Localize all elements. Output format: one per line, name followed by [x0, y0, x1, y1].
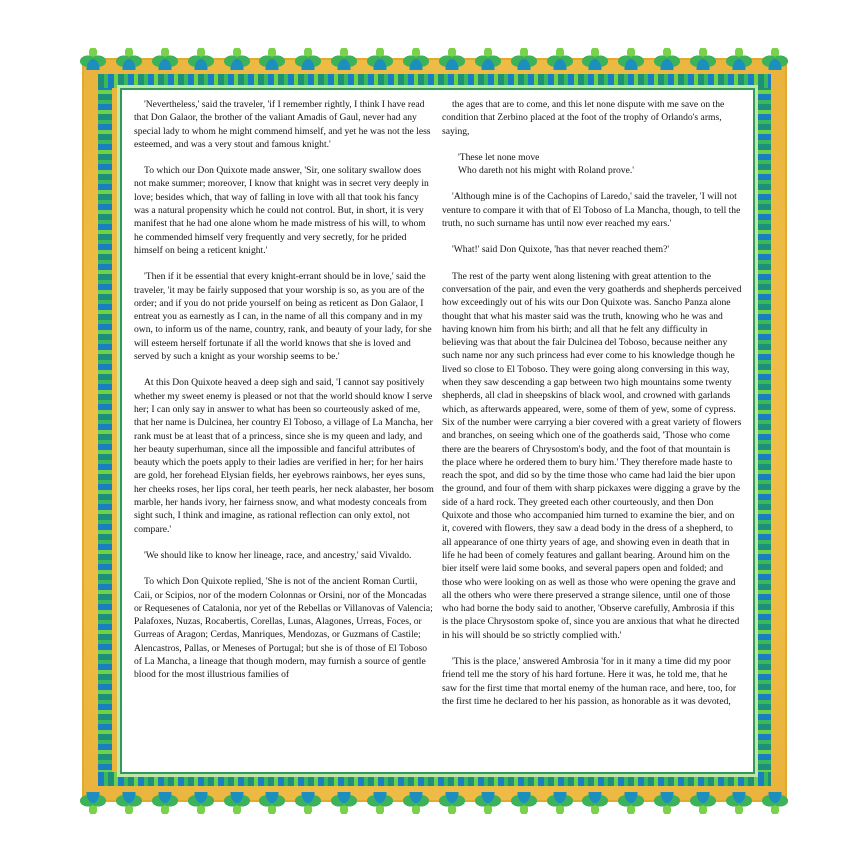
crest-ornament-icon: [762, 48, 788, 70]
crest-ornament-icon: [726, 48, 752, 70]
crest-ornament-icon: [762, 792, 788, 814]
paragraph: 'We should like to know her lineage, race, and ancestry,' said Vivaldo.: [144, 549, 412, 561]
paragraph: At this Don Quixote heaved a deep sigh and said, 'I cannot say positively whether my sweet enemy is pleased or not that the world should know I serve her; I can only say in answer to what has been so courteously asked of me, that her name is Dulcinea, her country El Toboso, a village of La Mancha, her rank must be at least that of a princess, since she is my queen and lady, and her beauty superhuman, since all the impossible and fanciful attributes of beauty which the poets apply to their ladies are verified in her; for her hairs are gold, her forehead Elysian fields, her eyebrows rainbows, her eyes suns, her cheeks roses, her lips coral, her teeth pearls, her neck alabaster, her bosom marble, her hands ivory, her fairness snow, and what modesty conceals from sight such, I think and imagine, as rational reflection can only extol, not compare.': [134, 377, 434, 535]
crest-ornament-icon: [439, 48, 465, 70]
crest-ornament-icon: [690, 792, 716, 814]
crest-ornament-icon: [331, 48, 357, 70]
paragraph: To which our Don Quixote made answer, 'Sir, one solitary swallow does not make summer; moreover, I know that knight was in secret very deeply in love; besides which, that way of falling in love with all that took his fancy was a natural propensity which he could not control. But, in short, it is very manifest that he had one alone whom he made mistress of his will, to whom he commended himself very frequently and very secretly, for he prided himself on being a reticent knight.': [134, 165, 429, 256]
crest-ornament-icon: [618, 792, 644, 814]
crest-ornament-icon: [403, 48, 429, 70]
paragraph: To which Don Quixote replied, 'She is not of the ancient Roman Curtii, Caii, or Scipios, nor of the modern Colonnas or Orsini, nor of the Moncadas or Requesenes of Catalonia, nor yet of the Rebellas or Villanovas of Valencia; Palafoxes, Nuzas, Rocabertis, Corellas, Lunas, Alagones, Urreas, Foces, or Gurreas of Aragon; Cerdas, Manriques, Mendozas, or Guzmans of Castile; Alencastros, Pallas, or Meneses of Portugal; but she is of those of El Toboso of La Mancha, a lineage that though modern, may furnish a source of gentle blood for the most illustrious families of: [134, 576, 433, 681]
crest-ornament-icon: [116, 792, 142, 814]
crest-ornament-icon: [188, 48, 214, 70]
crest-ornament-icon: [726, 792, 752, 814]
crest-ornament-icon: [367, 792, 393, 814]
crest-ornament-icon: [331, 792, 357, 814]
crest-ornament-icon: [259, 48, 285, 70]
paragraph: The rest of the party went along listening with great attention to the conversation of the pair, and even the very goatherds and shepherds perceived how exceedingly out of his wits our Don Quixote was. Sancho Panza alone thought that what his master said was the truth, knowing who he was and having known him from his birth; and all that he felt any difficulty in believing was that about the fair Dulcinea del Toboso, because neither any such name nor any such princess had ever come to his knowledge though he lived so close to El Toboso. They were going along conversing in this way, when they saw descending a gap between two high mountains some twenty shepherds, all clad in sheepskins of black wool, and crowned with garlands which, as afterwards appeared, were, some of them of yew, some of cypress. Six of the number were carrying a bier covered with a great variety of flowers and branches, on seeing which one of the goatherds said, 'Those who come there are the bearers of Chrysostom's body, and the foot of that mountain is the place where he ordered them to bury him.' They therefore made haste to reach the spot, and did so by the time those who came had laid the bier upon the ground, and four of them with sharp pickaxes were digging a grave by the side of a hard rock. They greeted each other courteously, and then Don Quixote and those who accompanied him turned to examine the bier, and on it, covered with flowers, they saw a dead body in the dress of a shepherd, to all appearance of one thirty years of age, and showing even in death that in life he had been of comely features and gallant bearing. Around him on the bier itself were laid some books, and several papers open and folded; and those who were looking on as well as those who were opening the grave and all the others who were there preserved a strange silence, until one of those who had borne the body said to another, 'Observe carefully, Ambrosia if this is the place Chrysostom spoke of, since you are anxious that what he directed in his will should be so strictly complied with.': [442, 270, 742, 641]
crest-ornament-icon: [511, 792, 537, 814]
crest-ornament-icon: [511, 48, 537, 70]
crest-ornament-icon: [582, 48, 608, 70]
crest-ornament-icon: [582, 792, 608, 814]
crest-ornament-icon: [690, 48, 716, 70]
paragraph: the ages that are to come, and this let none dispute with me save on the condition that Zerbino placed at the foot of the trophy of Orlando's arms, saying,: [442, 99, 725, 137]
crest-ornament-icon: [152, 48, 178, 70]
crest-ornament-icon: [547, 792, 573, 814]
crest-ornament-icon: [295, 792, 321, 814]
crest-ornament-icon: [547, 48, 573, 70]
verse-quote: 'These let none move Who dareth not his might with Roland prove.': [458, 151, 634, 177]
crest-ornament-icon: [618, 48, 644, 70]
crest-ornament-icon: [403, 792, 429, 814]
crest-ornament-icon: [475, 792, 501, 814]
paragraph: 'This is the place,' answered Ambrosia 'for in it many a time did my poor friend tell me the story of his hard fortune. Here it was, he told me, that he saw for the first time that mortal enemy of the human race, and here, too, for the first time he declared to her his passion, as honorable as it was devoted,: [442, 655, 737, 707]
right-column: [442, 98, 742, 721]
crest-ornament-icon: [224, 48, 250, 70]
paragraph: 'Although mine is of the Cachopins of Laredo,' said the traveler, 'I will not venture to compare it with that of El Toboso of La Mancha, though, to tell the truth, no such surname has until now ever reached my ears.': [442, 191, 741, 230]
crest-ornament-icon: [439, 792, 465, 814]
crest-ornament-icon: [367, 48, 393, 70]
crest-ornament-icon: [80, 48, 106, 70]
left-column: [134, 98, 434, 695]
text-panel: [120, 88, 755, 774]
crest-ornament-icon: [116, 48, 142, 70]
paragraph: 'Then if it be essential that every knight-errant should be in love,' said the traveler, 'it may be fairly supposed that your worship is so, as you are of the order; and if you do not pride yourself on being as reticent as Don Galaor, I entreat you as earnestly as I can, in the name of all this company and in my own, to inform us of the name, country, rank, and beauty of your lady, for she will esteem herself fortunate if all the world knows that she is loved and served by such a knight as your worship seems to be.': [134, 271, 432, 363]
crest-ornament-icon: [654, 48, 680, 70]
crest-ornament-icon: [152, 792, 178, 814]
crest-ornament-icon: [475, 48, 501, 70]
crest-ornament-icon: [188, 792, 214, 814]
crest-ornament-icon: [80, 792, 106, 814]
crest-ornament-icon: [224, 792, 250, 814]
top-ornament-row: [80, 48, 788, 70]
bottom-ornament-row: [80, 792, 788, 814]
paragraph: 'What!' said Don Quixote, 'has that never reached them?': [452, 244, 670, 256]
crest-ornament-icon: [654, 792, 680, 814]
crest-ornament-icon: [259, 792, 285, 814]
crest-ornament-icon: [295, 48, 321, 70]
paragraph: 'Nevertheless,' said the traveler, 'if I remember rightly, I think I have read that Don Galaor, the brother of the valiant Amadis of Gaul, never had any special lady to whom he might commend himself, and yet he was not the less esteemed, and was a very stout and famous knight.': [134, 99, 431, 150]
